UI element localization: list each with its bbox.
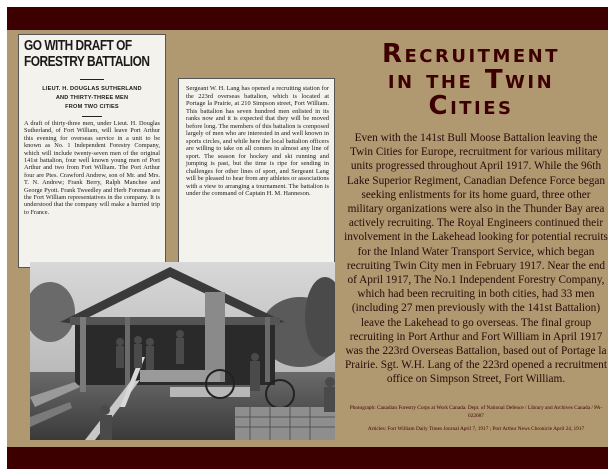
bottom-band [7,447,608,469]
poster-frame [7,7,608,469]
title-line2: in the Twin [387,65,555,95]
clipping-divider [82,116,102,117]
sawmill-photo-illustration [30,262,335,440]
forestry-corps-photo [30,262,335,440]
newspaper-clipping-left [18,34,166,268]
clipping-right-body: Sergeant W. H. Lang has opened a recruiting station for the 223rd overseas battalion, which is located at Portage la Prairie, at 210 Simpson street, Fort William. This battalion has seven hundred men enlisted in its ranks now and it is expected that they will be moved before long. The members of this battalion is composed largely of men who are interested in and well known in sports circles, and while here the local battalion officers are willing to take on all comers in almost any line of sport. The season for hockey and ski running and jumping is past, but the time is ripe for sending in challenges for other lines of sport, and Sergeant Lang will be pleased to hear from any athletes or associations with a view to arranging a tournament. The battalion is under the command of Captain H. M. Hanneson. [186,85,329,197]
title-line1: Recruitment [381,39,561,69]
photo-credit: Photograph: Canadian Forestry Corps at Work Canada. Dept. of National Defence / Library and Archives Canada / PA-022687 [349,405,603,419]
clipping-subhead-line1: LIEUT. H. DOUGLAS SUTHERLAND [42,86,142,92]
top-band [7,7,608,30]
page-title [337,41,605,119]
clipping-divider [80,79,104,80]
clipping-headline-line2: FORESTRY BATTALION [24,54,150,70]
source-credits [343,405,609,440]
clipping-subhead-line2: AND THIRTY-THREE MEN [55,95,129,101]
clipping-headline-line1: GO WITH DRAFT OF [24,38,132,54]
title-line3: Cities [428,91,514,121]
clipping-left-body: A draft of thirty-three men, under Lieut. H. Douglas Sutherland, of Fort William, will leave Port Arthur this evening for overseas service in a unit to be known as No. 1 Independent Forestry Company, which will include twenty-seven men of the original 141st battalion, four well known young men of Port Arthur and two from Fort William. The Port Arthur four are Ptes. Crawford Andrew, son of Mr. and Mrs. T. N. Andrew; Frank Berry, Ralph Manchee and George Pyott. Frank Tweedley and Herb Foreman are the Fort William representatives in the company. It is understood that the company will make a hurried trip to France. [24,120,160,216]
body-paragraph: Even with the 141st Bull Moose Battalion leaving the Twin Cities for Europe, recruitment for various military units progressed throughout April 1917. While the 96th Lake Superior Regiment, Canadian Defence Force began seeking enlistments for its home guard, three other military organizations were also in the Thunder Bay area actively recruiting. The Royal Engineers continued their involvement in the Lakehead looking for potential recruits for the Inland Water Transport Service, which began recruiting Twin City men in February 1917. Near the end of April 1917, The No.1 Independent Forestry Company, which had been recruiting in both cities, had 33 men (including 27 men previously with the 141st Battalion) leave the Lakehead to go overseas. The final group recruiting in Port Arthur and Fort William in April 1917 was the 223rd Overseas Battalion, based out of Portage la Prairie. Sgt. W.H. Lang of the 223rd opened a recruitment office on Simpson Street, Fort William. [344,132,608,386]
clipping-subhead-line3: FROM TWO CITIES [65,104,119,110]
articles-credit: Articles: Fort William Daily Times Journal April 7, 1917 ; Port Arthur News Chronicle April 24, 1917 [367,426,585,433]
newspaper-clipping-right [178,78,335,275]
